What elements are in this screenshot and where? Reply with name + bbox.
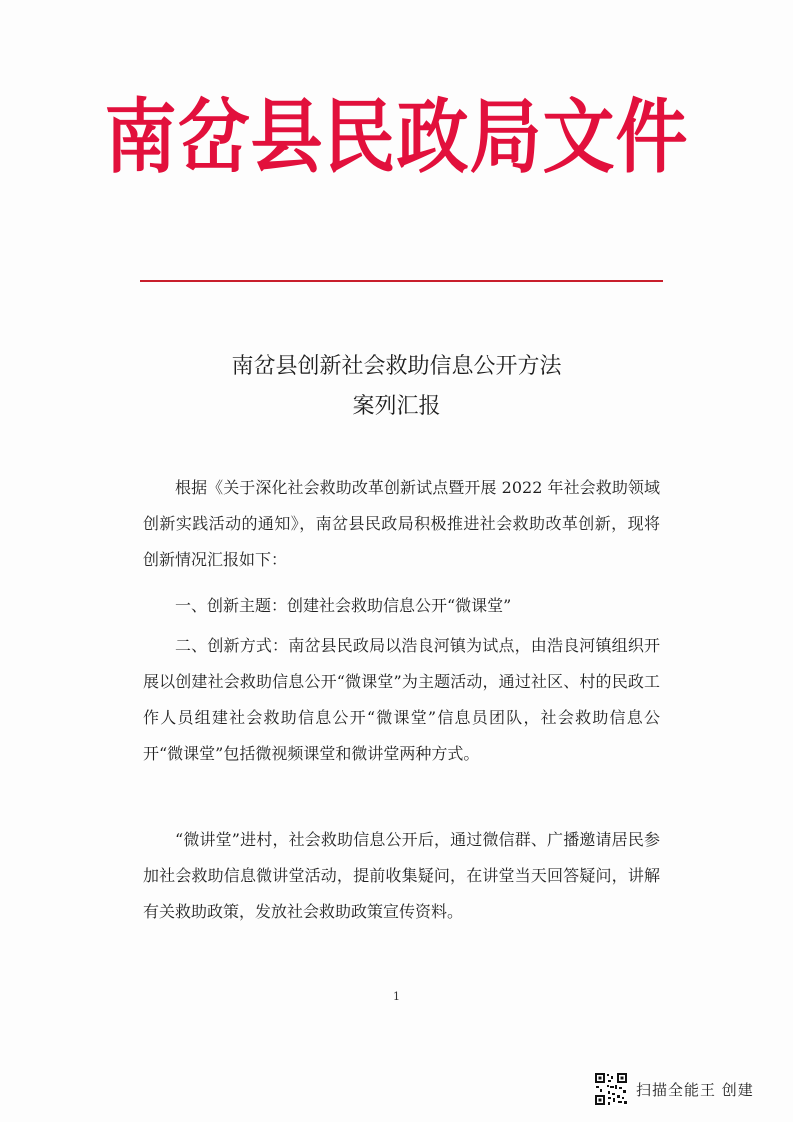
qr-code-icon — [594, 1072, 628, 1106]
document-title-line-1: 南岔县创新社会救助信息公开方法 — [231, 354, 562, 379]
scanner-app-label: 扫描全能王 创建 — [636, 1080, 754, 1099]
body-paragraph-topic: 一、创新主题：创建社会救助信息公开“微课堂” — [175, 596, 512, 615]
document-title-line-2: 案列汇报 — [352, 394, 441, 419]
document-masthead: 南岔县民政局文件 — [104, 89, 689, 185]
red-divider-line — [140, 280, 663, 282]
body-paragraph-method: 二、创新方式：南岔县民政局以浩良河镇为试点，由浩良河镇组织开展以创建社会救助信息公开“微课堂”为主题活动，通过社区、村的民政工作人员组建社会救助信息公开“微课堂”信息员团队，社会救助信息公开“微课堂”包括微视频课堂和微讲堂两种方式。 — [143, 636, 660, 763]
body-paragraph-micro-lecture: “微讲堂”进村，社会救助信息公开后，通过微信群、广播邀请居民参加社会救助信息微讲堂活动，提前收集疑问，在讲堂当天回答疑问，讲解有关救助政策，发放社会救助政策宣传资料。 — [143, 830, 660, 921]
page-number: 1 — [393, 990, 400, 1003]
body-paragraph-intro: 根据《关于深化社会救助改革创新试点暨开展 2022 年社会救助领域创新实践活动的通知》，南岔县民政局积极推进社会救助改革创新，现将创新情况汇报如下： — [143, 478, 660, 569]
scanner-watermark — [594, 1071, 754, 1107]
